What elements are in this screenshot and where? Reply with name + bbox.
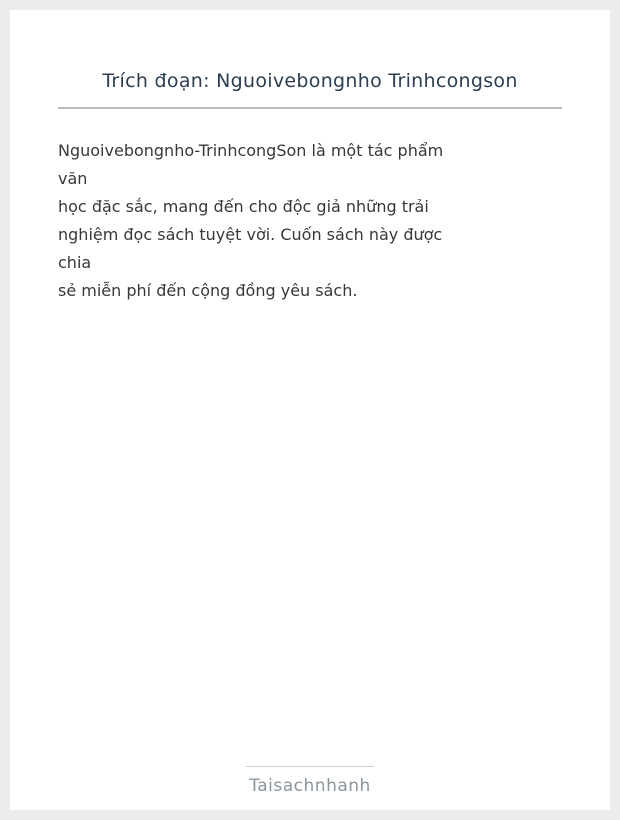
- body-line: văn: [58, 169, 88, 188]
- body-line: chia: [58, 253, 92, 272]
- excerpt-paragraph: [58, 137, 562, 305]
- footer-divider: [246, 766, 374, 767]
- document-page: [10, 10, 610, 810]
- body-line: sẻ miễn phí đến cộng đồng yêu sách.: [58, 281, 358, 300]
- body-line: nghiệm đọc sách tuyệt vời. Cuốn sách này được: [58, 225, 443, 244]
- body-line: Nguoivebongnho-TrinhcongSon là một tác phẩm: [58, 141, 444, 160]
- title-divider: [58, 107, 562, 109]
- page-title: Trích đoạn: Nguoivebongnho Trinhcongson: [102, 70, 518, 92]
- footer-brand: Taisachnhanh: [249, 776, 371, 796]
- body-line: học đặc sắc, mang đến cho độc giả những trải: [58, 197, 429, 216]
- footer: [58, 766, 562, 810]
